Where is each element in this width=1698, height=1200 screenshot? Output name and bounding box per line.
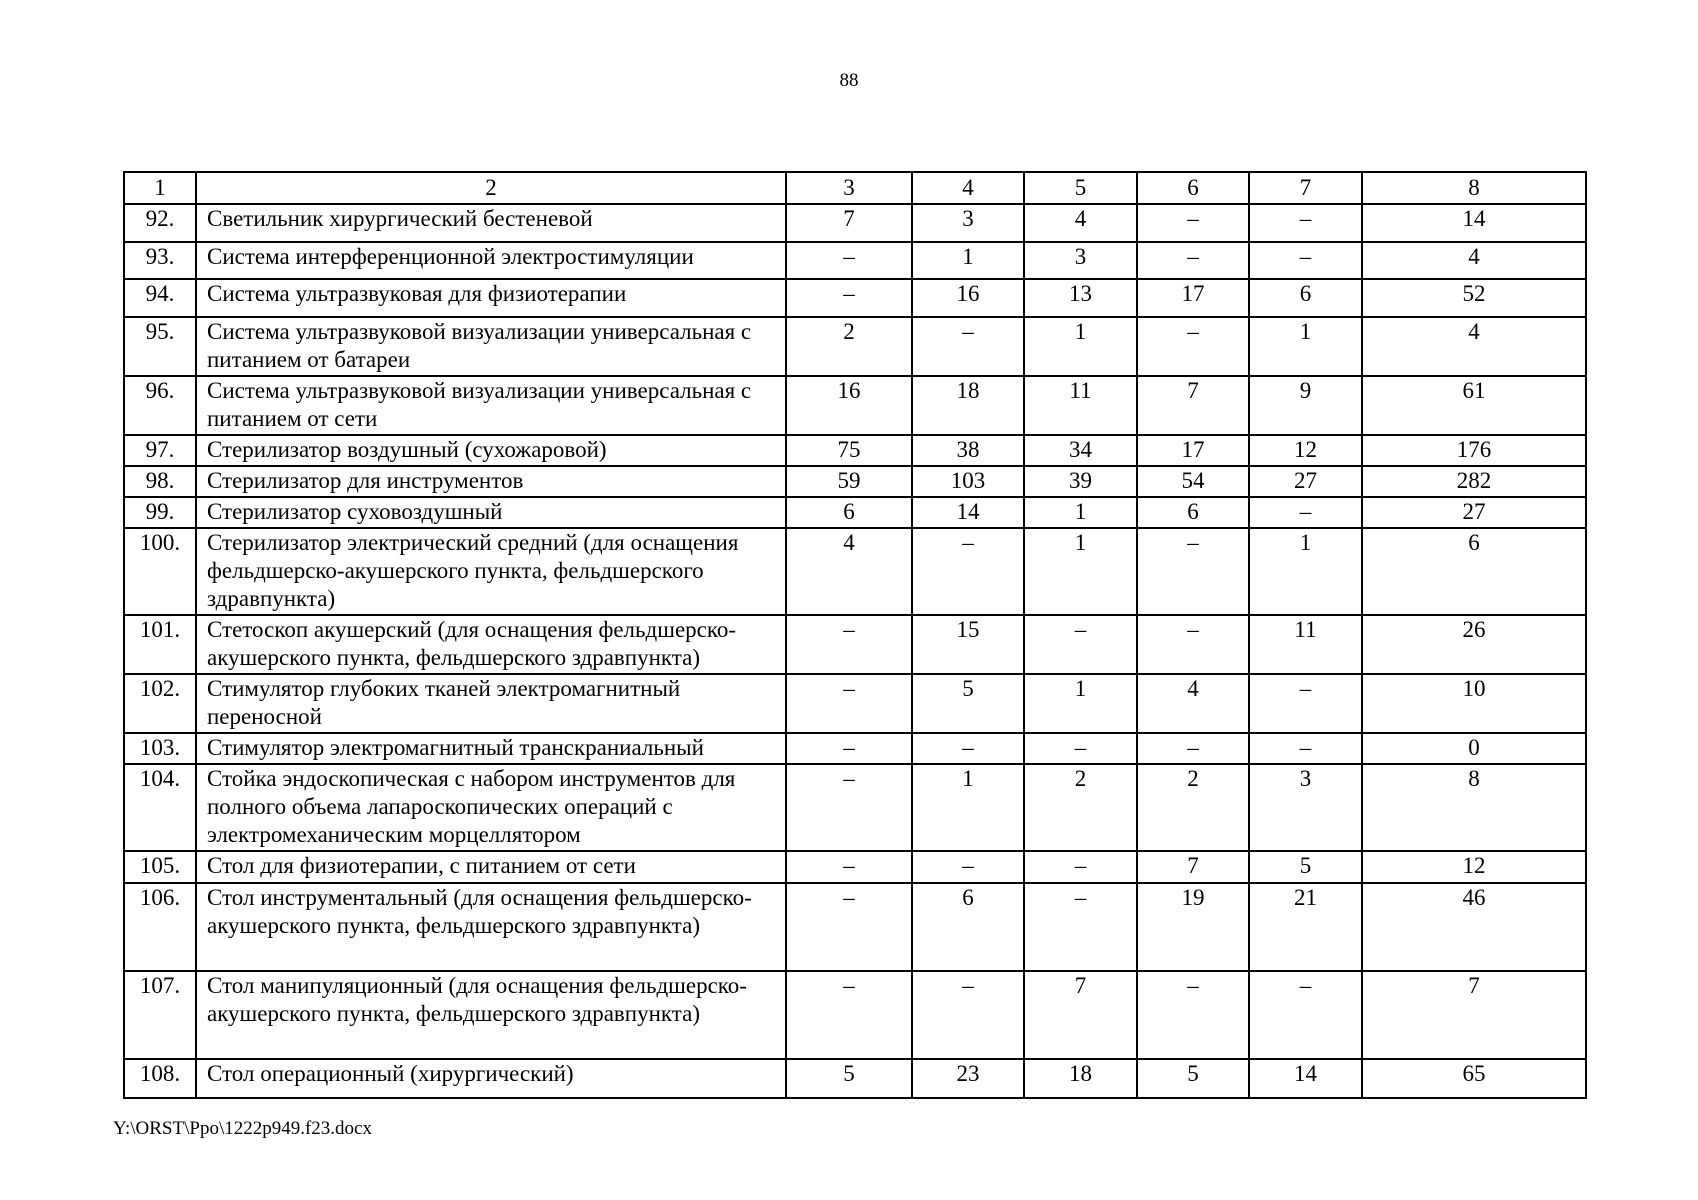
value-cell-col3: 59 xyxy=(786,466,912,497)
value-cell-col3: – xyxy=(786,242,912,279)
value-cell-col4: 38 xyxy=(912,435,1024,466)
value-cell-col6: – xyxy=(1137,528,1249,615)
value-cell-col3: – xyxy=(786,733,912,764)
equipment-name-cell: Стерилизатор воздушный (сухожаровой) xyxy=(196,435,786,466)
value-cell-col5: 1 xyxy=(1024,317,1137,376)
total-cell-col8: 8 xyxy=(1362,764,1586,851)
value-cell-col5: 13 xyxy=(1024,279,1137,317)
value-cell-col4: – xyxy=(912,971,1024,1059)
row-number-cell: 106. xyxy=(124,883,196,971)
value-cell-col7: – xyxy=(1249,204,1362,242)
table-row xyxy=(124,435,1586,466)
column-header: 8 xyxy=(1362,172,1586,204)
value-cell-col6: 17 xyxy=(1137,279,1249,317)
table-row xyxy=(124,971,1586,1059)
value-cell-col3: – xyxy=(786,971,912,1059)
value-cell-col6: 2 xyxy=(1137,764,1249,851)
table-row xyxy=(124,615,1586,674)
value-cell-col7: 27 xyxy=(1249,466,1362,497)
value-cell-col5: 18 xyxy=(1024,1059,1137,1098)
table-row xyxy=(124,851,1586,883)
table-row xyxy=(124,279,1586,317)
value-cell-col3: – xyxy=(786,615,912,674)
value-cell-col3: 4 xyxy=(786,528,912,615)
equipment-name-cell: Стерилизатор суховоздушный xyxy=(196,497,786,528)
table-row xyxy=(124,204,1586,242)
value-cell-col5: 1 xyxy=(1024,497,1137,528)
value-cell-col4: 6 xyxy=(912,883,1024,971)
value-cell-col6: 54 xyxy=(1137,466,1249,497)
value-cell-col3: 7 xyxy=(786,204,912,242)
row-number-cell: 95. xyxy=(124,317,196,376)
value-cell-col6: 5 xyxy=(1137,1059,1249,1098)
value-cell-col7: – xyxy=(1249,242,1362,279)
value-cell-col6: – xyxy=(1137,733,1249,764)
table-row xyxy=(124,376,1586,435)
equipment-name-cell: Система ультразвуковой визуализации универсальная с питанием от батареи xyxy=(196,317,786,376)
value-cell-col4: – xyxy=(912,733,1024,764)
value-cell-col4: 1 xyxy=(912,242,1024,279)
value-cell-col6: – xyxy=(1137,242,1249,279)
total-cell-col8: 4 xyxy=(1362,317,1586,376)
value-cell-col4: 3 xyxy=(912,204,1024,242)
total-cell-col8: 10 xyxy=(1362,674,1586,733)
value-cell-col6: – xyxy=(1137,204,1249,242)
equipment-name-cell: Система ультразвуковая для физиотерапии xyxy=(196,279,786,317)
equipment-name-cell: Стетоскоп акушерский (для оснащения фельдшерско-акушерского пункта, фельдшерского здравпункта) xyxy=(196,615,786,674)
table-row xyxy=(124,1059,1586,1098)
equipment-name-cell: Стерилизатор для инструментов xyxy=(196,466,786,497)
total-cell-col8: 6 xyxy=(1362,528,1586,615)
total-cell-col8: 7 xyxy=(1362,971,1586,1059)
value-cell-col7: 14 xyxy=(1249,1059,1362,1098)
value-cell-col7: 11 xyxy=(1249,615,1362,674)
value-cell-col7: 5 xyxy=(1249,851,1362,883)
value-cell-col4: – xyxy=(912,851,1024,883)
value-cell-col7: – xyxy=(1249,733,1362,764)
value-cell-col4: – xyxy=(912,317,1024,376)
total-cell-col8: 176 xyxy=(1362,435,1586,466)
table-row xyxy=(124,733,1586,764)
value-cell-col5: 3 xyxy=(1024,242,1137,279)
table-row xyxy=(124,764,1586,851)
equipment-name-cell: Система интерференционной электростимуляции xyxy=(196,242,786,279)
value-cell-col3: 2 xyxy=(786,317,912,376)
equipment-name-cell: Стол операционный (хирургический) xyxy=(196,1059,786,1098)
value-cell-col5: 2 xyxy=(1024,764,1137,851)
row-number-cell: 103. xyxy=(124,733,196,764)
value-cell-col6: 6 xyxy=(1137,497,1249,528)
value-cell-col5: 7 xyxy=(1024,971,1137,1059)
total-cell-col8: 14 xyxy=(1362,204,1586,242)
row-number-cell: 105. xyxy=(124,851,196,883)
row-number-cell: 107. xyxy=(124,971,196,1059)
column-header: 6 xyxy=(1137,172,1249,204)
value-cell-col3: – xyxy=(786,279,912,317)
value-cell-col3: 5 xyxy=(786,1059,912,1098)
value-cell-col4: 1 xyxy=(912,764,1024,851)
row-number-cell: 108. xyxy=(124,1059,196,1098)
value-cell-col5: – xyxy=(1024,615,1137,674)
table-header-row xyxy=(124,172,1586,204)
value-cell-col3: 6 xyxy=(786,497,912,528)
column-header: 1 xyxy=(124,172,196,204)
value-cell-col4: 18 xyxy=(912,376,1024,435)
footer-file-path: Y:\ORST\Ppo\1222p949.f23.docx xyxy=(113,1118,372,1139)
column-header: 7 xyxy=(1249,172,1362,204)
row-number-cell: 98. xyxy=(124,466,196,497)
total-cell-col8: 4 xyxy=(1362,242,1586,279)
total-cell-col8: 26 xyxy=(1362,615,1586,674)
row-number-cell: 96. xyxy=(124,376,196,435)
value-cell-col6: 7 xyxy=(1137,851,1249,883)
value-cell-col5: – xyxy=(1024,883,1137,971)
value-cell-col7: – xyxy=(1249,971,1362,1059)
value-cell-col6: – xyxy=(1137,615,1249,674)
value-cell-col7: 9 xyxy=(1249,376,1362,435)
value-cell-col5: 1 xyxy=(1024,674,1137,733)
value-cell-col4: 5 xyxy=(912,674,1024,733)
value-cell-col3: 75 xyxy=(786,435,912,466)
total-cell-col8: 12 xyxy=(1362,851,1586,883)
equipment-table xyxy=(123,171,1587,1099)
column-header: 5 xyxy=(1024,172,1137,204)
value-cell-col7: 1 xyxy=(1249,528,1362,615)
row-number-cell: 100. xyxy=(124,528,196,615)
value-cell-col5: 1 xyxy=(1024,528,1137,615)
row-number-cell: 102. xyxy=(124,674,196,733)
equipment-name-cell: Стол инструментальный (для оснащения фельдшерско-акушерского пункта, фельдшерского здравпункта) xyxy=(196,883,786,971)
value-cell-col7: 21 xyxy=(1249,883,1362,971)
table-row xyxy=(124,674,1586,733)
row-number-cell: 93. xyxy=(124,242,196,279)
equipment-name-cell: Светильник хирургический бестеневой xyxy=(196,204,786,242)
row-number-cell: 97. xyxy=(124,435,196,466)
value-cell-col3: – xyxy=(786,883,912,971)
total-cell-col8: 282 xyxy=(1362,466,1586,497)
value-cell-col4: 23 xyxy=(912,1059,1024,1098)
column-header: 2 xyxy=(196,172,786,204)
value-cell-col6: – xyxy=(1137,971,1249,1059)
table-row xyxy=(124,242,1586,279)
total-cell-col8: 0 xyxy=(1362,733,1586,764)
value-cell-col5: – xyxy=(1024,733,1137,764)
value-cell-col6: 17 xyxy=(1137,435,1249,466)
equipment-name-cell: Стимулятор глубоких тканей электромагнитный переносной xyxy=(196,674,786,733)
equipment-name-cell: Стол для физиотерапии, с питанием от сети xyxy=(196,851,786,883)
value-cell-col3: 16 xyxy=(786,376,912,435)
value-cell-col7: 12 xyxy=(1249,435,1362,466)
value-cell-col3: – xyxy=(786,764,912,851)
row-number-cell: 104. xyxy=(124,764,196,851)
row-number-cell: 92. xyxy=(124,204,196,242)
row-number-cell: 99. xyxy=(124,497,196,528)
table-row xyxy=(124,466,1586,497)
table-row xyxy=(124,883,1586,971)
value-cell-col7: 3 xyxy=(1249,764,1362,851)
value-cell-col4: 15 xyxy=(912,615,1024,674)
equipment-name-cell: Стерилизатор электрический средний (для оснащения фельдшерско-акушерского пункта, фельдшерского здравпункта) xyxy=(196,528,786,615)
total-cell-col8: 52 xyxy=(1362,279,1586,317)
value-cell-col7: 6 xyxy=(1249,279,1362,317)
total-cell-col8: 46 xyxy=(1362,883,1586,971)
value-cell-col5: 11 xyxy=(1024,376,1137,435)
row-number-cell: 94. xyxy=(124,279,196,317)
column-header: 3 xyxy=(786,172,912,204)
value-cell-col4: – xyxy=(912,528,1024,615)
value-cell-col5: 4 xyxy=(1024,204,1137,242)
value-cell-col4: 16 xyxy=(912,279,1024,317)
value-cell-col5: 39 xyxy=(1024,466,1137,497)
total-cell-col8: 61 xyxy=(1362,376,1586,435)
value-cell-col5: – xyxy=(1024,851,1137,883)
value-cell-col6: – xyxy=(1137,317,1249,376)
equipment-name-cell: Стимулятор электромагнитный транскраниальный xyxy=(196,733,786,764)
equipment-name-cell: Стол манипуляционный (для оснащения фельдшерско-акушерского пункта, фельдшерского здравпункта) xyxy=(196,971,786,1059)
value-cell-col7: – xyxy=(1249,674,1362,733)
value-cell-col3: – xyxy=(786,851,912,883)
value-cell-col4: 103 xyxy=(912,466,1024,497)
row-number-cell: 101. xyxy=(124,615,196,674)
equipment-name-cell: Система ультразвуковой визуализации универсальная с питанием от сети xyxy=(196,376,786,435)
table-row xyxy=(124,528,1586,615)
table-row xyxy=(124,497,1586,528)
value-cell-col6: 19 xyxy=(1137,883,1249,971)
value-cell-col6: 7 xyxy=(1137,376,1249,435)
column-header: 4 xyxy=(912,172,1024,204)
value-cell-col4: 14 xyxy=(912,497,1024,528)
value-cell-col5: 34 xyxy=(1024,435,1137,466)
table-row xyxy=(124,317,1586,376)
equipment-name-cell: Стойка эндоскопическая с набором инструментов для полного объема лапароскопических операций с электромеханическим морцеллятором xyxy=(196,764,786,851)
value-cell-col6: 4 xyxy=(1137,674,1249,733)
value-cell-col3: – xyxy=(786,674,912,733)
total-cell-col8: 65 xyxy=(1362,1059,1586,1098)
value-cell-col7: 1 xyxy=(1249,317,1362,376)
total-cell-col8: 27 xyxy=(1362,497,1586,528)
page-number: 88 xyxy=(839,70,859,91)
value-cell-col7: – xyxy=(1249,497,1362,528)
